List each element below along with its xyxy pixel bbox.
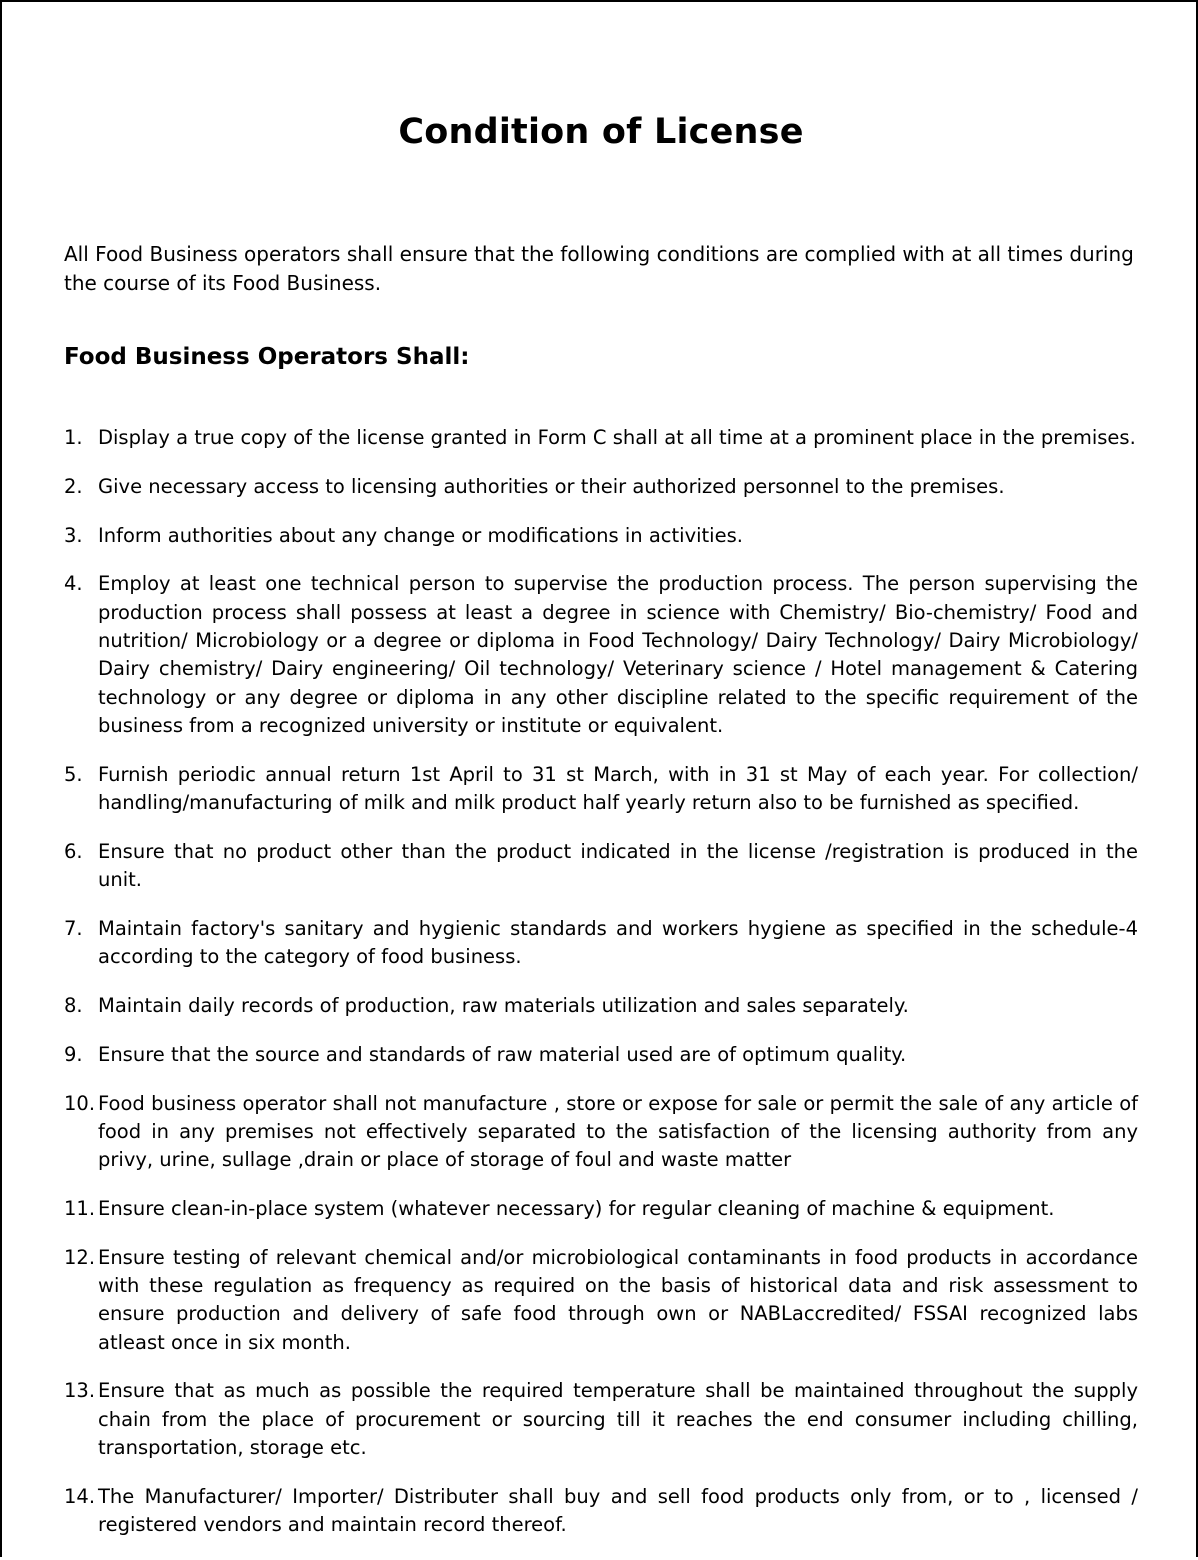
condition-number: 2. bbox=[64, 474, 83, 498]
intro-paragraph: All Food Business operators shall ensure that the following conditions are complied with at all times during the course of its Food Business. bbox=[64, 242, 1134, 295]
condition-item bbox=[64, 1195, 1138, 1223]
page-title: Condition of License bbox=[398, 112, 804, 152]
condition-number: 4. bbox=[64, 572, 83, 596]
condition-number: 11. bbox=[64, 1196, 96, 1220]
condition-number: 9. bbox=[64, 1042, 83, 1066]
condition-text: Employ at least one technical person to supervise the production process. The person supervising the production process shall possess at least a degree in science with Chemistry/ Bio-chemistry/ Food and nutrition/ Microbiology or a degree or diploma in Food Technology/ Dairy Technology/ Dairy Microbiology/ Dairy chemistry/ Dairy engineering/ Oil technology/ Veterinary science / Hotel management & Catering technology or any degree or diploma in any other discipline related to the specific requirement of the business from a recognized university or institute or equivalent. bbox=[98, 572, 1138, 737]
section-heading: Food Business Operators Shall: bbox=[64, 344, 470, 370]
condition-number: 1. bbox=[64, 426, 83, 449]
condition-text: Give necessary access to licensing authorities or their authorized personnel to the premises. bbox=[98, 474, 1005, 498]
conditions-list bbox=[64, 424, 1138, 1560]
condition-text: Inform authorities about any change or modifications in activities. bbox=[98, 523, 743, 547]
condition-text: Display a true copy of the license granted in Form C shall at all time at a prominent place in the premises. bbox=[98, 426, 1136, 449]
condition-text: Maintain factory's sanitary and hygienic standards and workers hygiene as specified in the schedule-4 according to the category of food business. bbox=[98, 916, 1138, 969]
condition-item bbox=[64, 992, 1138, 1020]
condition-number: 5. bbox=[64, 762, 83, 786]
condition-number: 14. bbox=[64, 1484, 96, 1508]
condition-number: 8. bbox=[64, 993, 83, 1017]
condition-text: Ensure that as much as possible the required temperature shall be maintained throughout the supply chain from the place of procurement or sourcing till it reaches the end consumer including chilling, transportation, storage etc. bbox=[98, 1379, 1138, 1460]
condition-text: Ensure clean-in-place system (whatever necessary) for regular cleaning of machine & equipment. bbox=[98, 1196, 1055, 1220]
condition-text: Furnish periodic annual return 1st April to 31 st March, with in 31 st May of each year. For collection/ handling/manufacturing of milk and milk product half yearly return also to be furnished as specified. bbox=[98, 762, 1138, 814]
condition-item bbox=[64, 522, 1138, 550]
condition-item bbox=[64, 915, 1138, 972]
condition-text: Maintain daily records of production, raw materials utilization and sales separately. bbox=[98, 993, 909, 1017]
condition-item bbox=[64, 570, 1138, 740]
condition-number: 6. bbox=[64, 839, 83, 863]
condition-number: 12. bbox=[64, 1245, 96, 1269]
condition-item bbox=[64, 1090, 1138, 1175]
condition-text: Ensure that no product other than the product indicated in the license /registration is produced in the unit. bbox=[98, 839, 1138, 892]
condition-item bbox=[64, 1483, 1138, 1540]
condition-item bbox=[64, 1041, 1138, 1069]
condition-item bbox=[64, 838, 1138, 895]
condition-item bbox=[64, 1377, 1138, 1462]
condition-item bbox=[64, 424, 1138, 452]
condition-item bbox=[64, 761, 1138, 818]
condition-text: Ensure that the source and standards of raw material used are of optimum quality. bbox=[98, 1042, 907, 1066]
condition-number: 13. bbox=[64, 1379, 96, 1403]
condition-text: Ensure testing of relevant chemical and/or microbiological contaminants in food products in accordance with these regulation as frequency as required on the basis of historical data and risk assessment to ensure production and delivery of safe food through own or NABLaccredited/ FSSAI recognized labs atleast once in six month. bbox=[98, 1245, 1138, 1354]
condition-text: Food business operator shall not manufacture , store or expose for sale or permit the sale of any article of food in any premises not effectively separated to the satisfaction of the licensing authority from any privy, urine, sullage ,drain or place of storage of foul and waste matter bbox=[98, 1091, 1138, 1172]
condition-item bbox=[64, 1244, 1138, 1357]
condition-number: 10. bbox=[64, 1091, 96, 1115]
condition-number: 7. bbox=[64, 916, 83, 940]
condition-text: The Manufacturer/ Importer/ Distributer shall buy and sell food products only from, or to , licensed / registered vendors and maintain record thereof. bbox=[98, 1484, 1138, 1537]
condition-number: 3. bbox=[64, 523, 83, 547]
condition-item bbox=[64, 473, 1138, 501]
